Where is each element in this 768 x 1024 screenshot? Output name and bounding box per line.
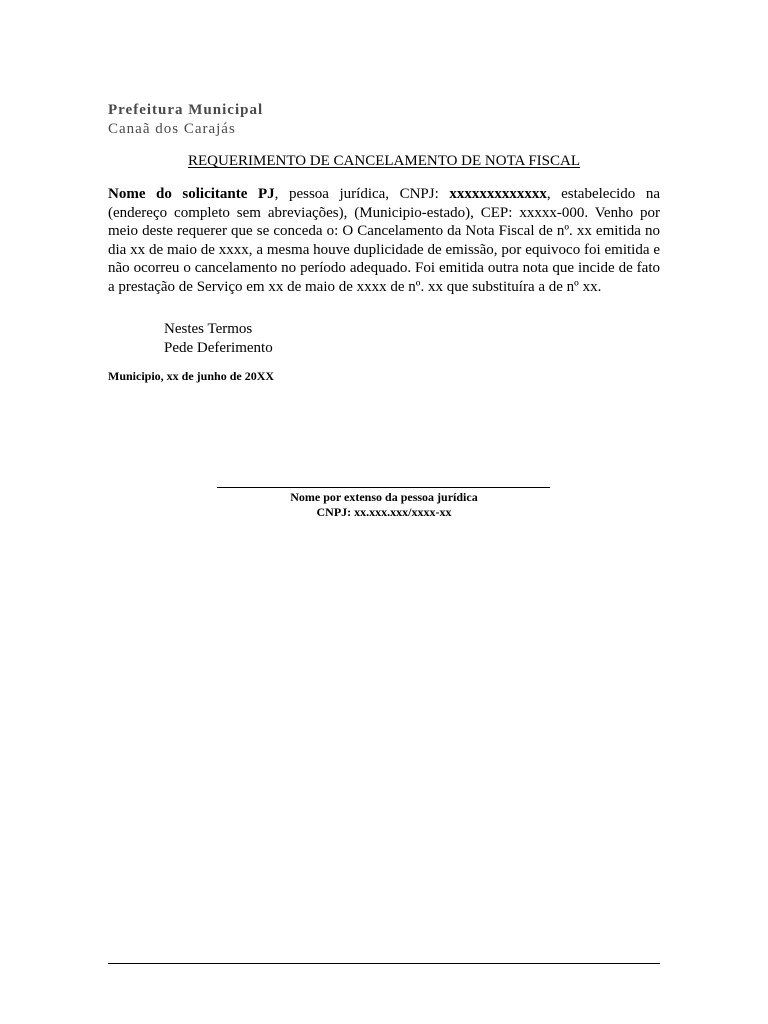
document-title: REQUERIMENTO DE CANCELAMENTO DE NOTA FISCAL (188, 153, 580, 169)
cnpj-placeholder: xxxxxxxxxxxxx (449, 186, 547, 202)
paragraph-text-1: , pessoa jurídica, CNPJ: (274, 186, 450, 202)
request-paragraph (108, 185, 660, 296)
paragraph-text-2: , estabelecido na (endereço completo sem abreviações), (Municipio-estado), CEP: xxxxx-000. Venho por meio deste requerer que se conceda o: O Cancelamento da Nota Fiscal de nº. xx emitida no dia xx de maio de xxxx, a mesma houve duplicidade de emissão, por equivoco foi emitida e não ocorreu o cancelamento no período adequado. Foi emitida outra nota que incide de fato a prestação de Serviço em xx de maio de xxxx de nº. xx que substituíra a de nº xx. (108, 186, 660, 295)
closing-line-request: Pede Deferimento (164, 340, 273, 356)
signature-name: Nome por extenso da pessoa jurídica (290, 490, 478, 504)
closing-line-terms: Nestes Termos (164, 321, 253, 337)
signature-block (108, 490, 660, 520)
signature-cnpj: CNPJ: xx.xxx.xxx/xxxx-xx (316, 505, 452, 519)
letterhead-organization: Prefeitura Municipal (108, 102, 264, 118)
letterhead (108, 101, 263, 139)
requester-name: Nome do solicitante PJ (108, 186, 275, 202)
footer-divider (108, 963, 660, 964)
place-date: Municipio, xx de junho de 20XX (108, 369, 275, 383)
letterhead-city: Canaã dos Carajás (108, 121, 236, 137)
signature-line (217, 487, 550, 488)
closing-block (164, 320, 273, 358)
